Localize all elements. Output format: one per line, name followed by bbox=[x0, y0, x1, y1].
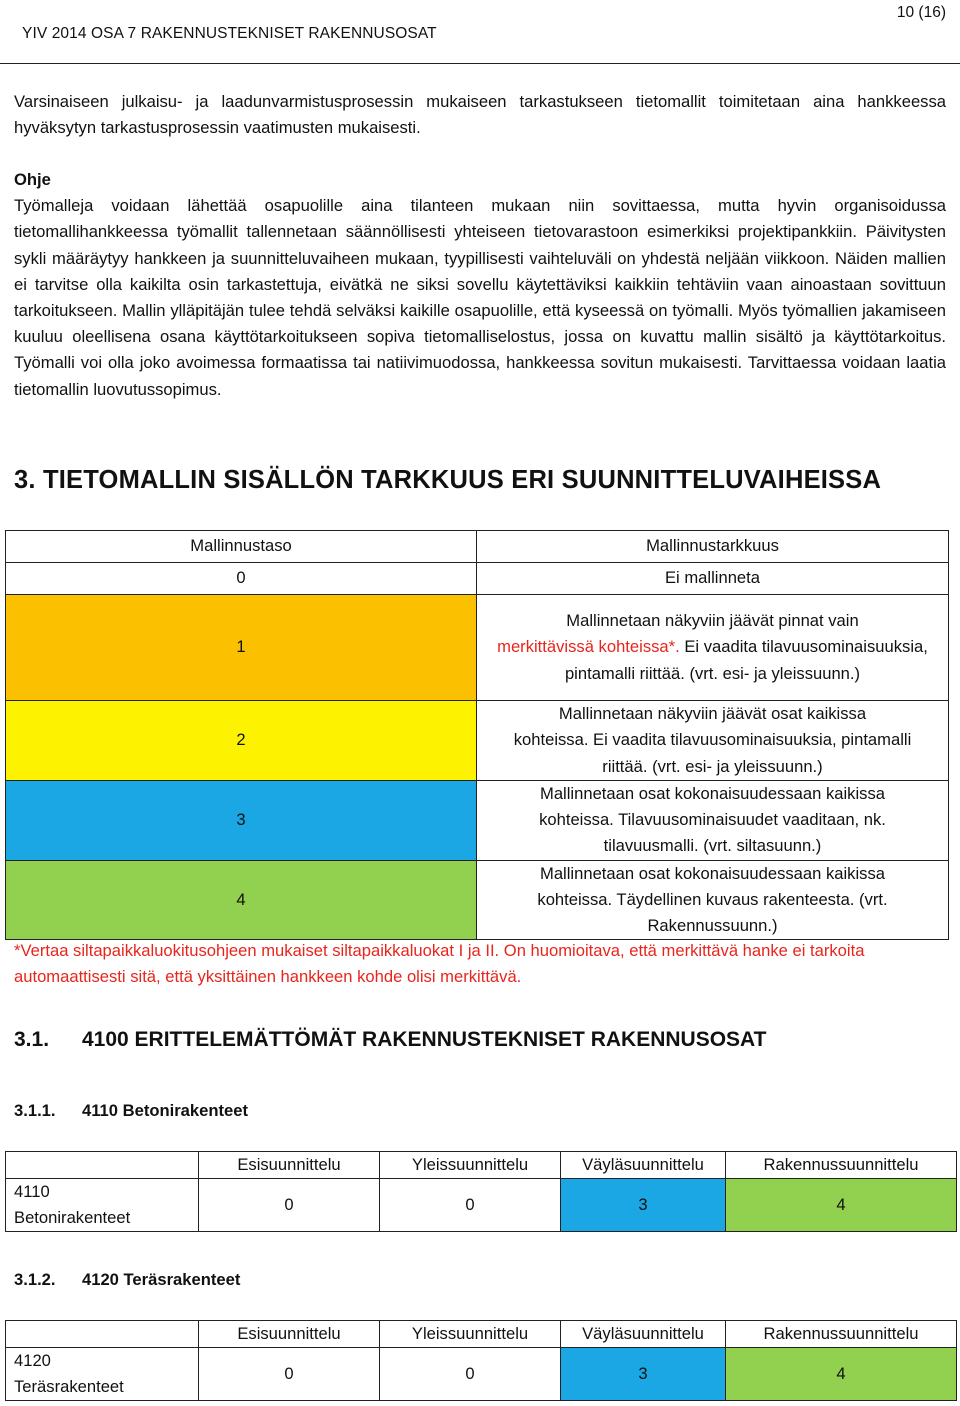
phase-header: Väyläsuunnittelu bbox=[561, 1152, 726, 1179]
intro-text: Varsinaiseen julkaisu- ja laadunvarmistusprosessin mukaiseen tarkastukseen tietomallit toimitetaan aina hankkeessa hyväksytyn tarkastusprosessin vaatimusten mukaisesti. bbox=[14, 92, 946, 138]
table-row bbox=[6, 1348, 957, 1401]
phase-header-row bbox=[6, 1321, 957, 1348]
table-row bbox=[6, 595, 949, 701]
phase-header: Väyläsuunnittelu bbox=[561, 1321, 726, 1348]
accuracy-cell bbox=[477, 701, 949, 781]
accuracy-cell bbox=[477, 781, 949, 861]
phase-header: Rakennussuunnittelu bbox=[726, 1321, 957, 1348]
phase-value: 0 bbox=[199, 1348, 380, 1401]
table-row bbox=[6, 1179, 957, 1232]
phase-value: 4 bbox=[726, 1179, 957, 1232]
row-label: 4120 Teräsrakenteet bbox=[6, 1348, 199, 1401]
phase-value: 3 bbox=[561, 1179, 726, 1232]
subsection-number: 3.1.1. bbox=[14, 1101, 56, 1120]
level-cell: 4 bbox=[6, 860, 477, 940]
header-level: Mallinnustaso bbox=[6, 531, 477, 563]
accuracy-rest: Ei vaadita tilavuusominaisuuksia, pintamalli riittää. (vrt. esi- ja yleissuunn.) bbox=[564, 637, 928, 683]
section-3-heading: 3. TIETOMALLIN SISÄLLÖN TARKKUUS ERI SUUNNITTELUVAIHEISSA bbox=[14, 466, 882, 494]
subsection-title: 4110 Betonirakenteet bbox=[82, 1101, 249, 1120]
table-row bbox=[6, 781, 949, 861]
phase-value: 0 bbox=[199, 1179, 380, 1232]
phase-header-row bbox=[6, 1152, 957, 1179]
phase-value: 0 bbox=[380, 1179, 561, 1232]
level-cell: 1 bbox=[6, 595, 477, 701]
phase-table-4110 bbox=[5, 1151, 957, 1232]
blank-corner bbox=[6, 1321, 199, 1348]
accuracy-line1: Mallinnetaan näkyviin jäävät pinnat vain bbox=[566, 611, 859, 631]
table-row bbox=[6, 701, 949, 781]
subsection-heading bbox=[14, 1101, 248, 1121]
header-accuracy: Mallinnustarkkuus bbox=[477, 531, 949, 563]
phase-value: 3 bbox=[561, 1348, 726, 1401]
phase-value: 0 bbox=[380, 1348, 561, 1401]
accuracy-rest: kohteissa. Täydellinen kuvaus rakenteesta. (vrt. Rakennussuunn.) bbox=[537, 889, 888, 936]
phase-header: Esisuunnittelu bbox=[199, 1321, 380, 1348]
phase-header: Yleissuunnittelu bbox=[380, 1152, 561, 1179]
accuracy-line1: Mallinnetaan osat kokonaisuudessaan kaikissa bbox=[540, 863, 885, 883]
accuracy-cell bbox=[477, 860, 949, 940]
accuracy-cell: Ei mallinneta bbox=[477, 563, 949, 595]
subsection-heading bbox=[14, 1270, 240, 1290]
phase-header: Esisuunnittelu bbox=[199, 1152, 380, 1179]
accuracy-cell bbox=[477, 595, 949, 701]
phase-table-4120 bbox=[5, 1320, 957, 1401]
section-title: 4100 ERITTELEMÄTTÖMÄT RAKENNUSTEKNISET RAKENNUSOSAT bbox=[82, 1028, 767, 1051]
subsection-number: 3.1.2. bbox=[14, 1270, 56, 1289]
section-3-1-heading bbox=[14, 1028, 767, 1052]
accuracy-rest: kohteissa. Ei vaadita tilavuusominaisuuksia, pintamalli riittää. (vrt. esi- ja yleissuunn.) bbox=[513, 730, 912, 776]
accuracy-line1: Mallinnetaan osat kokonaisuudessaan kaikissa bbox=[540, 784, 885, 803]
phase-value: 4 bbox=[726, 1348, 957, 1401]
table-header-row bbox=[6, 531, 949, 563]
phase-header: Rakennussuunnittelu bbox=[726, 1152, 957, 1179]
ohje-heading: Ohje bbox=[14, 170, 51, 189]
level-cell: 0 bbox=[6, 563, 477, 595]
page-number: 10 (16) bbox=[896, 4, 946, 21]
footnote: *Vertaa siltapaikkaluokitusohjeen mukaiset siltapaikkaluokat I ja II. On huomioitava, että merkittävä hanke ei tarkoita automaattisesti sitä, että yksittäinen hankkeen kohde olisi merkittävä. bbox=[14, 941, 865, 987]
level-cell: 3 bbox=[6, 781, 477, 861]
header-rule bbox=[0, 63, 960, 64]
section-number: 3.1. bbox=[14, 1028, 50, 1051]
blank-corner bbox=[6, 1152, 199, 1179]
accuracy-highlight: merkittävissä kohteissa*. bbox=[497, 637, 680, 657]
row-label: 4110 Betonirakenteet bbox=[6, 1179, 199, 1232]
level-cell: 2 bbox=[6, 701, 477, 781]
table-row bbox=[6, 860, 949, 940]
subsection-title: 4120 Teräsrakenteet bbox=[82, 1270, 241, 1289]
phase-header: Yleissuunnittelu bbox=[380, 1321, 561, 1348]
header-title: YIV 2014 OSA 7 RAKENNUSTEKNISET RAKENNUSOSAT bbox=[22, 25, 437, 42]
ohje-block bbox=[14, 167, 946, 403]
ohje-text: Työmalleja voidaan lähettää osapuolille aina tilanteen mukaan niin sovittaessa, mutta hyvin organisoidussa tietomallihankkeessa työmallit tallennetaan säännöllisesti yhteiseen tietovarastoon esimerkiksi projektipankkiin. Päivitysten sykli määräytyy hankkeen ja suunnitteluvaiheen mukaan, tyypillisesti vaihteluväli on yhdestä neljään viikkoon. Näiden mallien ei tarvitse olla kaikilta osin tarkastettuja, eivätkä ne siksi sovellu käytettäviksi kaikkiin tehtäviin vaan ainoastaan sovittuun tarkoitukseen. Mallin ylläpitäjän tulee tehdä selväksi kaikille osapuolille, että kyseessä on työmalli. Myös työmallien jakamiseen kuuluu oleellisena osana käyttötarkoitukseen sopiva tietomalliselostus, jossa on kuvattu mallin sisältö ja käyttötarkoitus. Työmalli voi olla joko avoimessa formaatissa tai natiivimuodossa, hankkeessa sovitun mukaisesti. Tarvittaessa voidaan laatia tietomallin luovutussopimus. bbox=[14, 196, 946, 399]
table-row bbox=[6, 563, 949, 595]
modelling-level-table bbox=[5, 530, 949, 940]
accuracy-rest: kohteissa. Tilavuusominaisuudet vaaditaan, nk. tilavuusmalli. (vrt. siltasuunn.) bbox=[539, 810, 886, 856]
accuracy-line1: Mallinnetaan näkyviin jäävät osat kaikissa bbox=[558, 704, 867, 724]
intro-paragraph bbox=[14, 89, 946, 141]
